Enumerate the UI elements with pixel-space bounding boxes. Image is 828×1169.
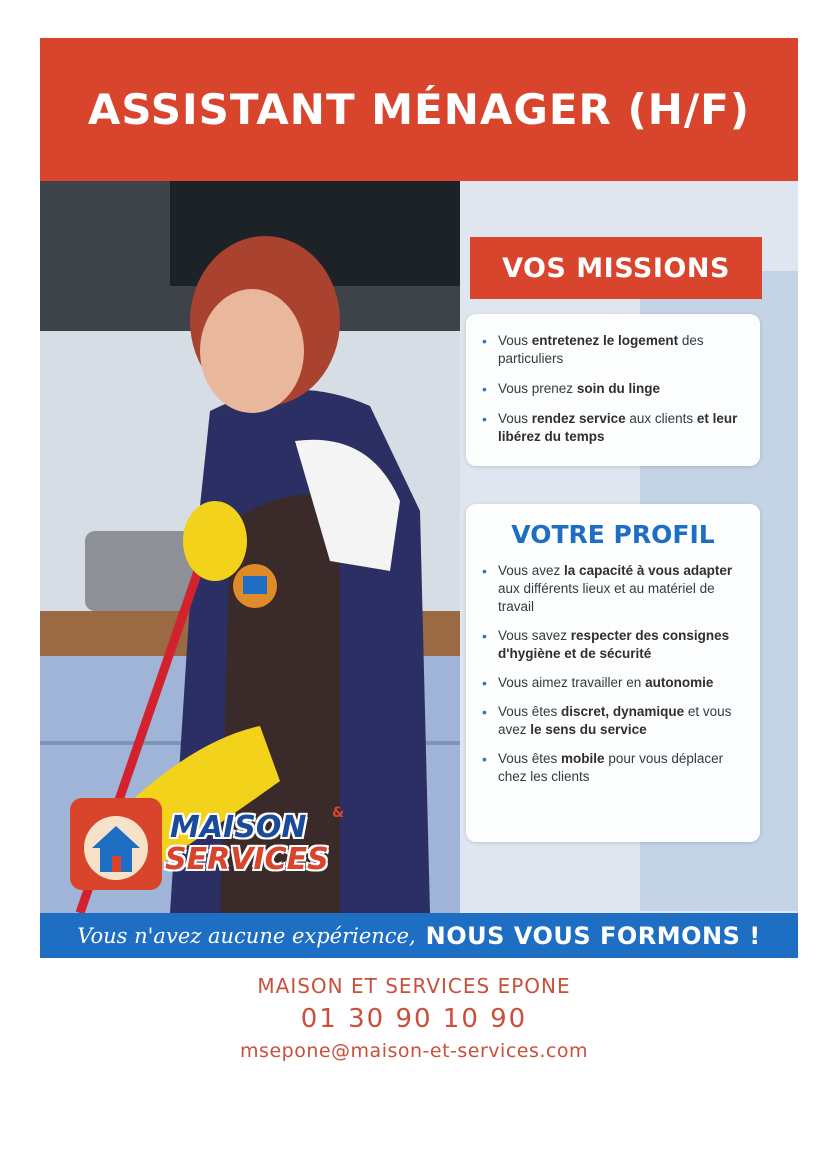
maison-services-logo (70, 798, 370, 898)
list-item (480, 627, 752, 663)
flyer (40, 38, 798, 958)
list-item (480, 562, 752, 616)
item-text: Vous (498, 411, 532, 426)
item-bold: autonomie (645, 675, 714, 690)
banner-bold: NOUS VOUS FORMONS ! (425, 921, 761, 950)
training-banner (40, 913, 798, 958)
phone-number: 01 30 90 10 90 (300, 1004, 528, 1034)
logo-ampersand: & (332, 805, 345, 821)
agency-name: MAISON ET SERVICES EPONE (257, 974, 571, 998)
item-bold: respecter des consignes d'hygiène et de sécurité (498, 628, 730, 661)
item-bold: mobile (561, 751, 605, 766)
item-bold: et leur libérez du temps (498, 411, 738, 444)
item-text: Vous (498, 333, 532, 348)
profil-card (466, 504, 760, 842)
item-text: aux différents lieux et au matériel de travail (498, 581, 715, 614)
item-bold: rendez service (531, 411, 626, 426)
logo-line2: SERVICES (165, 842, 329, 877)
house-logo-icon (70, 798, 170, 898)
list-item (480, 410, 752, 446)
item-text: des particuliers (498, 333, 704, 366)
item-bold: entretenez le logement (531, 333, 679, 348)
item-text: Vous avez (498, 563, 565, 578)
item-bold: la capacité à vous adapter (564, 563, 733, 578)
missions-heading (470, 237, 762, 299)
profil-heading: VOTRE PROFIL (511, 520, 715, 549)
item-bold: le sens du service (530, 722, 647, 737)
item-bold: soin du linge (576, 381, 661, 396)
item-text: pour vous déplacer chez les clients (498, 751, 724, 784)
missions-card (466, 314, 760, 466)
item-text: Vous êtes (498, 751, 562, 766)
item-bold: discret, dynamique (561, 704, 685, 719)
item-text: Vous savez (498, 628, 571, 643)
item-text: Vous êtes (498, 704, 562, 719)
email-address: msepone@maison-et-services.com (240, 1040, 588, 1062)
list-item (480, 750, 752, 786)
logo-line1: MAISON (170, 810, 307, 845)
list-item (480, 380, 752, 398)
item-text: aux clients (625, 411, 697, 426)
item-text: Vous aimez travailler en (498, 675, 646, 690)
profil-list (480, 562, 752, 797)
list-item (480, 703, 752, 739)
missions-heading-text: VOS MISSIONS (502, 252, 730, 284)
list-item (480, 674, 752, 692)
title-banner (40, 38, 798, 181)
missions-list (480, 332, 752, 458)
job-title: ASSISTANT MÉNAGER (H/F) (87, 85, 751, 134)
banner-italic: Vous n'avez aucune expérience, (77, 923, 416, 948)
list-item (480, 332, 752, 368)
item-text: Vous prenez (498, 381, 577, 396)
item-text: et vous avez (498, 704, 732, 737)
